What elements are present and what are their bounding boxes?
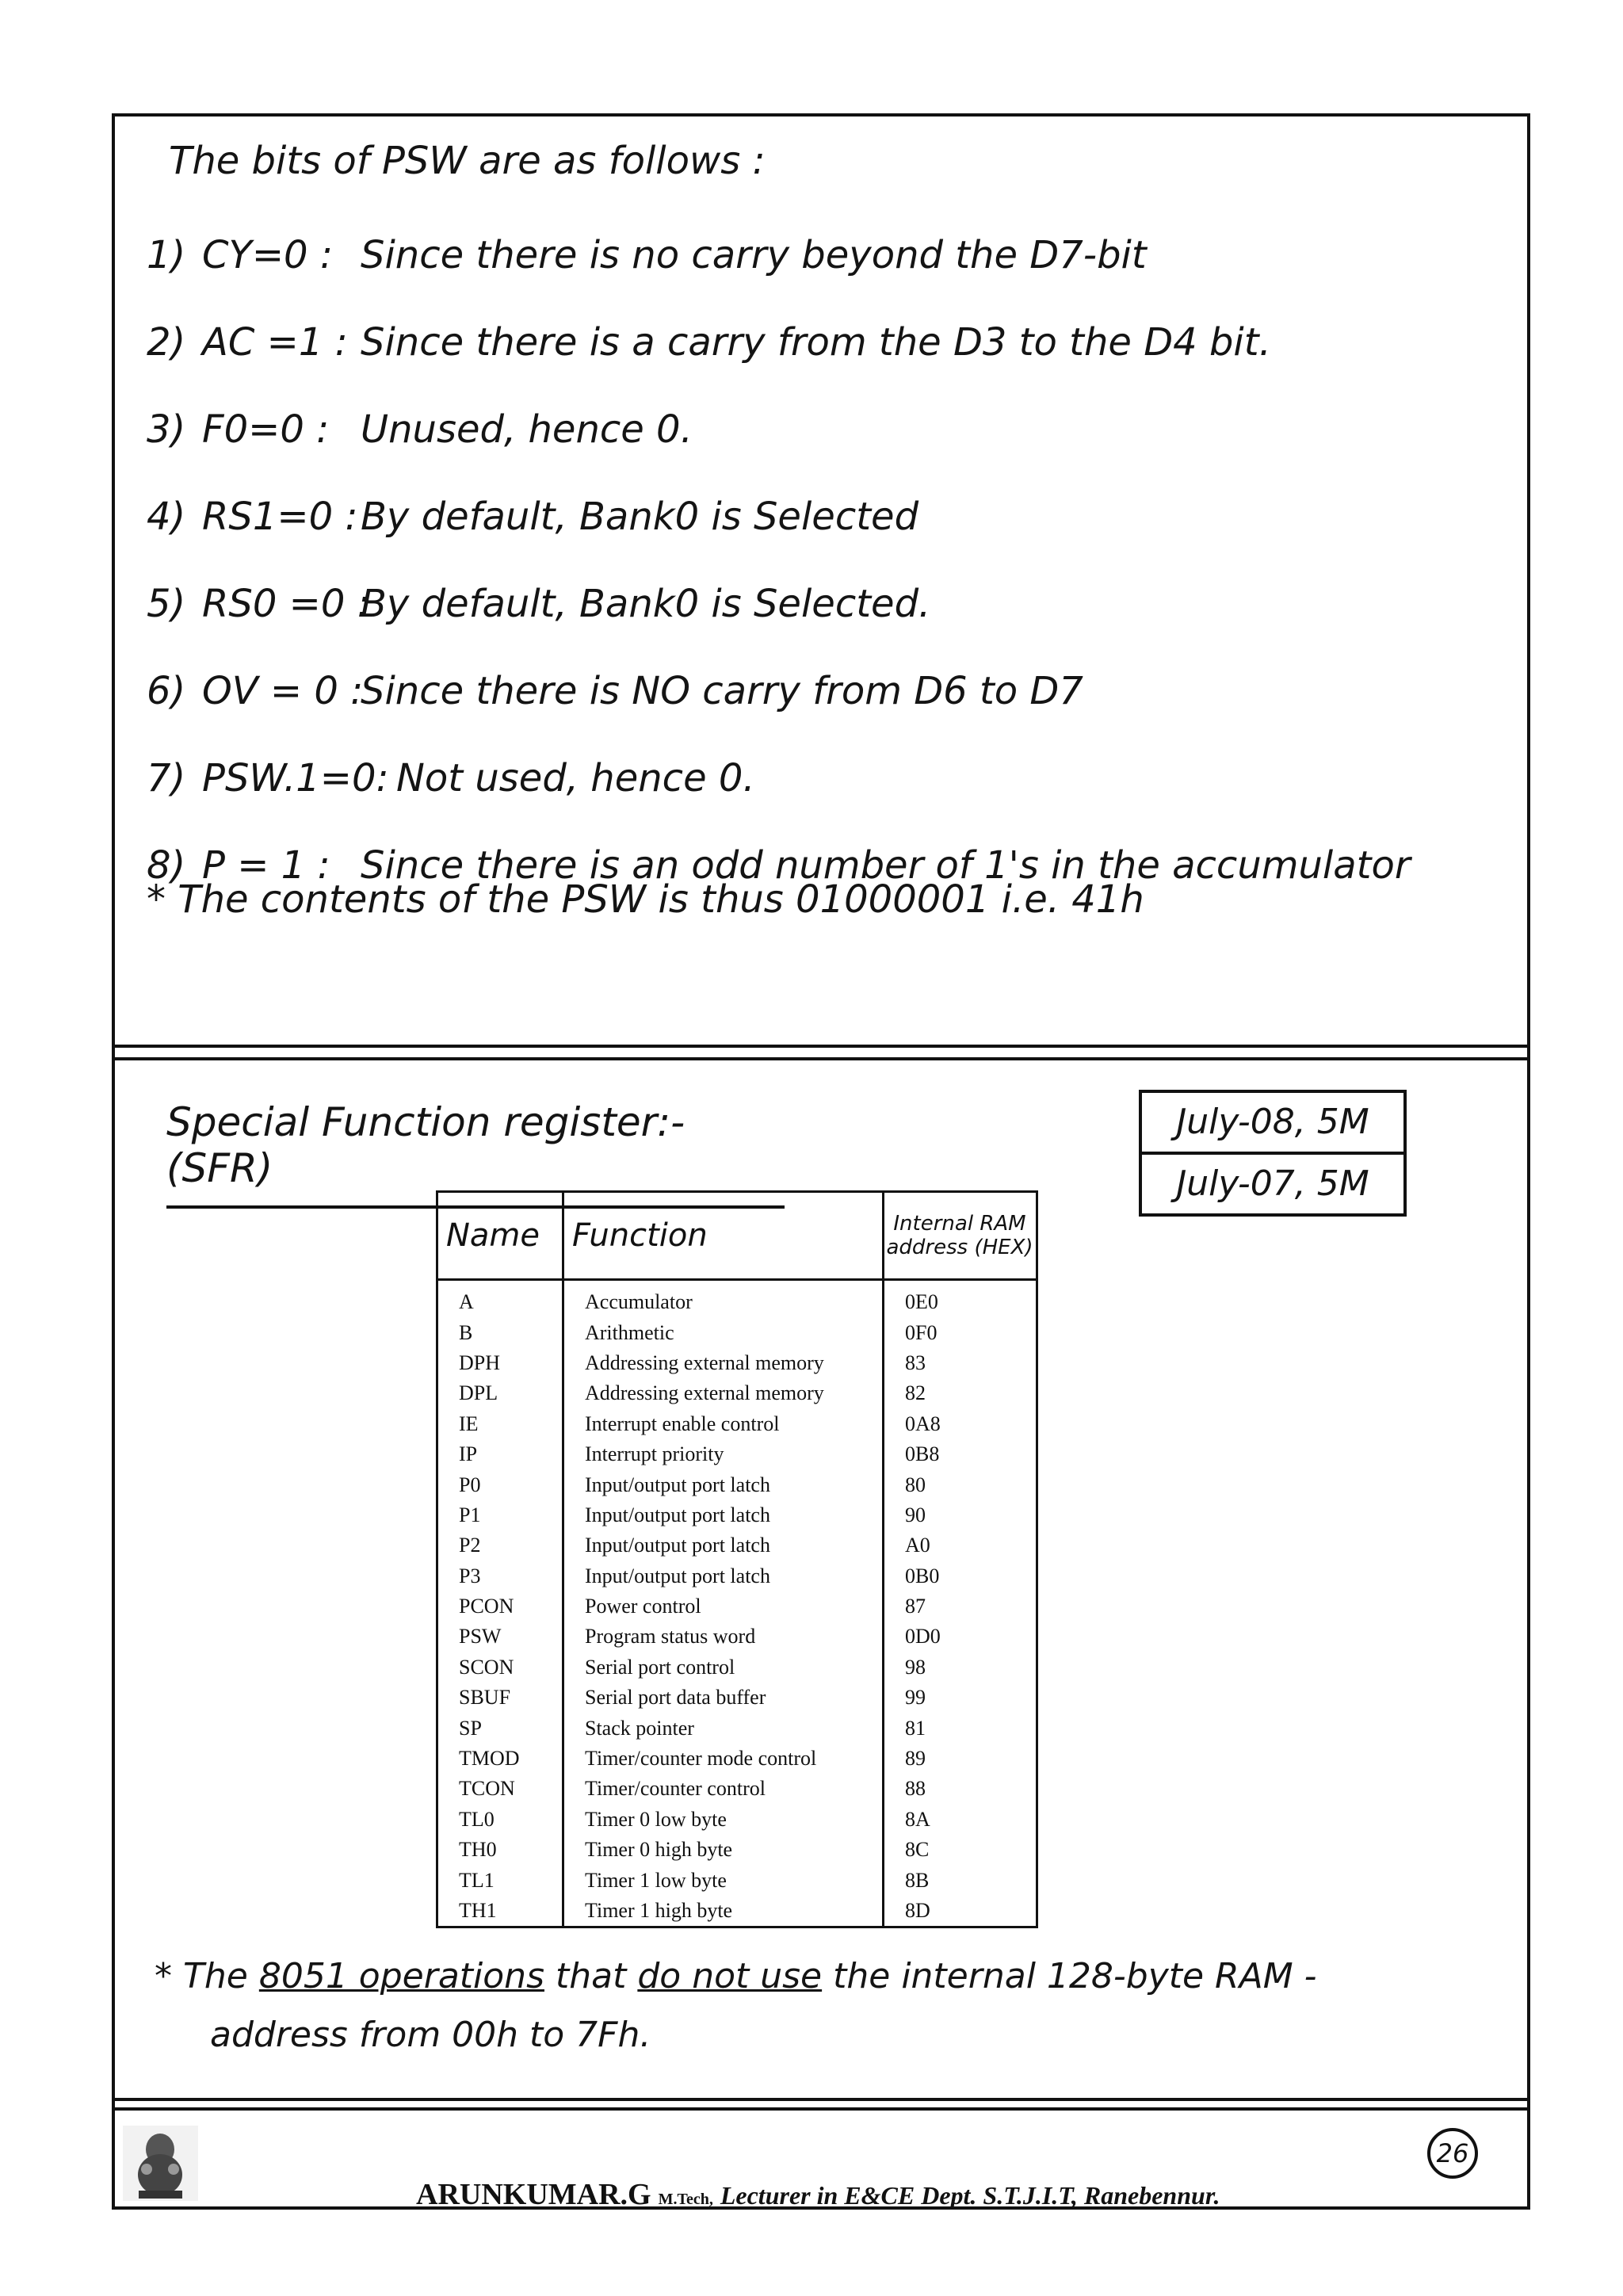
psw-bit-item [147,648,1411,735]
psw-section [115,117,1527,1044]
sfr-table-row [437,1530,1037,1561]
sfr-cell-address: 98 [905,1655,926,1679]
sfr-cell-function: Timer 0 low byte [563,1805,884,1835]
footer-credit [416,2177,1220,2212]
footer-rule [115,2098,1527,2111]
sfr-cell-name: PCON [437,1591,563,1622]
sfr-cell-name: TH1 [437,1896,563,1927]
sfr-cell-name: TL1 [437,1865,563,1895]
psw-bit-number: 2) [147,320,186,365]
sfr-table-row [437,1774,1037,1804]
ram-note-line-1 [155,1947,1317,2006]
sfr-table-row [437,1280,1037,1318]
psw-bit-label: OV = 0 : [202,669,364,713]
psw-bit-text: By default, Bank0 is Selected [361,495,919,539]
psw-bit-label: RS0 =0 : [202,582,370,626]
sfr-cell-address: 8B [905,1868,930,1892]
sfr-cell-address: 80 [905,1473,926,1496]
sfr-cell-address: 88 [905,1777,926,1801]
sfr-cell-name: P2 [437,1530,563,1561]
psw-bit-item [147,473,1411,560]
exam-tag: July-08, 5M [1176,1102,1369,1142]
sfr-cell-address: 0D0 [905,1625,941,1648]
sfr-table-row [437,1865,1037,1895]
sfr-table-row [437,1896,1037,1927]
sfr-table-row [437,1744,1037,1774]
sfr-table-row [437,1805,1037,1835]
sfr-cell-name: DPH [437,1348,563,1378]
psw-bit-label: PSW.1=0: [202,756,389,800]
sfr-cell-name: SCON [437,1652,563,1683]
sfr-cell-name: TH0 [437,1835,563,1865]
sfr-table-row [437,1561,1037,1591]
sfr-header-name: Name [437,1192,563,1280]
sfr-cell-name: P1 [437,1500,563,1530]
sfr-title: Special Function register:-(SFR) [166,1099,785,1209]
sfr-cell-name: SP [437,1713,563,1743]
sfr-cell-name: IP [437,1439,563,1469]
sfr-cell-function: Arithmetic [563,1317,884,1347]
ram-note [155,1947,1317,2065]
page-frame [112,113,1530,2210]
psw-bit-item [147,560,1411,648]
sfr-cell-address: A0 [905,1534,930,1557]
psw-bit-number: 3) [147,407,186,452]
psw-bit-text: Since there is NO carry from D6 to D7 [361,669,1083,713]
sfr-cell-address: 90 [905,1503,926,1526]
psw-bit-number: 7) [147,756,186,800]
sfr-cell-name: P0 [437,1469,563,1499]
sfr-cell-function: Interrupt enable control [563,1409,884,1439]
psw-bit-label: P = 1 : [202,843,330,888]
psw-bit-item [147,386,1411,473]
sfr-cell-function: Stack pointer [563,1713,884,1743]
sfr-cell-function: Program status word [563,1622,884,1652]
sfr-cell-address: 89 [905,1747,926,1771]
footer-degree: M.Tech, [658,2191,713,2208]
psw-bit-item [147,299,1411,386]
sfr-table-row [437,1409,1037,1439]
psw-bit-number: 6) [147,669,186,713]
sfr-table-row [437,1591,1037,1622]
sfr-cell-function: Accumulator [563,1280,884,1318]
sfr-cell-function: Input/output port latch [563,1561,884,1591]
sfr-table-row [437,1348,1037,1378]
sfr-cell-name: PSW [437,1622,563,1652]
deity-logo-icon [123,2126,198,2201]
sfr-table-row [437,1439,1037,1469]
note-underlined-text: 8051 operations [258,1956,544,1996]
sfr-table-row [437,1835,1037,1865]
psw-bit-text: Since there is an odd number of 1's in the accumulator [361,843,1411,888]
note-text: The [183,1956,248,1996]
sfr-cell-address: 81 [905,1716,926,1740]
sfr-cell-address: 0E0 [905,1290,938,1314]
sfr-cell-name: IE [437,1409,563,1439]
ram-note-line-2: address from 00h to 7Fh. [210,2015,651,2055]
psw-bit-label: F0=0 : [202,407,330,452]
footer-affiliation: Lecturer in E&CE Dept. S.T.J.I.T, Ranebennur. [720,2181,1220,2210]
sfr-cell-address: 0F0 [905,1320,938,1344]
sfr-table-row [437,1713,1037,1743]
sfr-cell-address: 8D [905,1899,930,1922]
exam-tag: July-07, 5M [1142,1152,1403,1213]
sfr-header-function: Function [563,1192,884,1280]
page-number: 26 [1427,2128,1478,2179]
sfr-cell-address: 99 [905,1686,926,1710]
sfr-cell-function: Power control [563,1591,884,1622]
sfr-cell-address: 8A [905,1807,930,1831]
sfr-table [436,1190,1038,1928]
sfr-cell-address: 0B8 [905,1442,940,1466]
sfr-table-row [437,1652,1037,1683]
psw-bit-text: Since there is a carry from the D3 to the D4 bit. [361,320,1271,365]
sfr-cell-function: Serial port control [563,1652,884,1683]
psw-bit-number: 8) [147,843,186,888]
sfr-cell-function: Timer 1 high byte [563,1896,884,1927]
sfr-cell-function: Input/output port latch [563,1500,884,1530]
psw-bit-number: 1) [147,233,186,277]
sfr-cell-function: Addressing external memory [563,1348,884,1378]
footer-author: ARUNKUMAR.G [416,2178,651,2211]
sfr-cell-function: Interrupt priority [563,1439,884,1469]
sfr-cell-address: 87 [905,1595,926,1618]
sfr-cell-function: Input/output port latch [563,1530,884,1561]
sfr-table-row [437,1378,1037,1408]
sfr-table-row [437,1469,1037,1499]
psw-bit-number: 5) [147,582,186,626]
psw-bit-text: By default, Bank0 is Selected. [361,582,931,626]
psw-bit-label: CY=0 : [202,233,334,277]
sfr-cell-function: Timer 1 low byte [563,1865,884,1895]
sfr-cell-name: P3 [437,1561,563,1591]
note-text: that [556,1956,627,1996]
sfr-cell-address: 82 [905,1381,926,1405]
sfr-cell-name: B [437,1317,563,1347]
section-divider [115,1045,1527,1060]
sfr-cell-name: A [437,1280,563,1318]
sfr-table-header-row [437,1192,1037,1280]
psw-bit-number: 4) [147,495,186,539]
sfr-cell-function: Serial port data buffer [563,1683,884,1713]
sfr-header-address: Internal RAM address (HEX) [884,1192,1037,1280]
psw-bit-text: Not used, hence 0. [396,756,755,800]
sfr-cell-name: TCON [437,1774,563,1804]
sfr-cell-name: SBUF [437,1683,563,1713]
sfr-table-row [437,1500,1037,1530]
sfr-cell-address: 0A8 [905,1412,941,1435]
note-underlined-text: do not use [637,1956,823,1996]
psw-bit-item [147,735,1411,822]
psw-heading: The bits of PSW are as follows : [169,139,766,183]
sfr-cell-address: 0B0 [905,1564,940,1587]
psw-bit-item [147,212,1411,299]
sfr-table-body [437,1280,1037,1927]
sfr-cell-function: Timer/counter mode control [563,1744,884,1774]
sfr-table-row [437,1683,1037,1713]
sfr-cell-address: 83 [905,1350,926,1374]
sfr-cell-name: TL0 [437,1805,563,1835]
psw-bit-label: RS1=0 : [202,495,358,539]
psw-bit-label: AC =1 : [202,320,348,365]
psw-bit-list [147,212,1411,909]
sfr-cell-name: TMOD [437,1744,563,1774]
sfr-table-row [437,1622,1037,1652]
sfr-table-row [437,1317,1037,1347]
note-star: * [155,1956,172,1996]
psw-contents-note: * The contents of the PSW is thus 01000001 i.e. 41h [147,877,1144,922]
sfr-cell-function: Timer/counter control [563,1774,884,1804]
sfr-cell-function: Addressing external memory [563,1378,884,1408]
sfr-cell-name: DPL [437,1378,563,1408]
note-text: the internal 128-byte RAM - [833,1956,1317,1996]
psw-bit-text: Unused, hence 0. [361,407,693,452]
sfr-cell-function: Input/output port latch [563,1469,884,1499]
exam-tag-box [1139,1090,1407,1217]
psw-bit-text: Since there is no carry beyond the D7-bit [361,233,1147,277]
sfr-cell-function: Timer 0 high byte [563,1835,884,1865]
sfr-cell-address: 8C [905,1838,930,1862]
